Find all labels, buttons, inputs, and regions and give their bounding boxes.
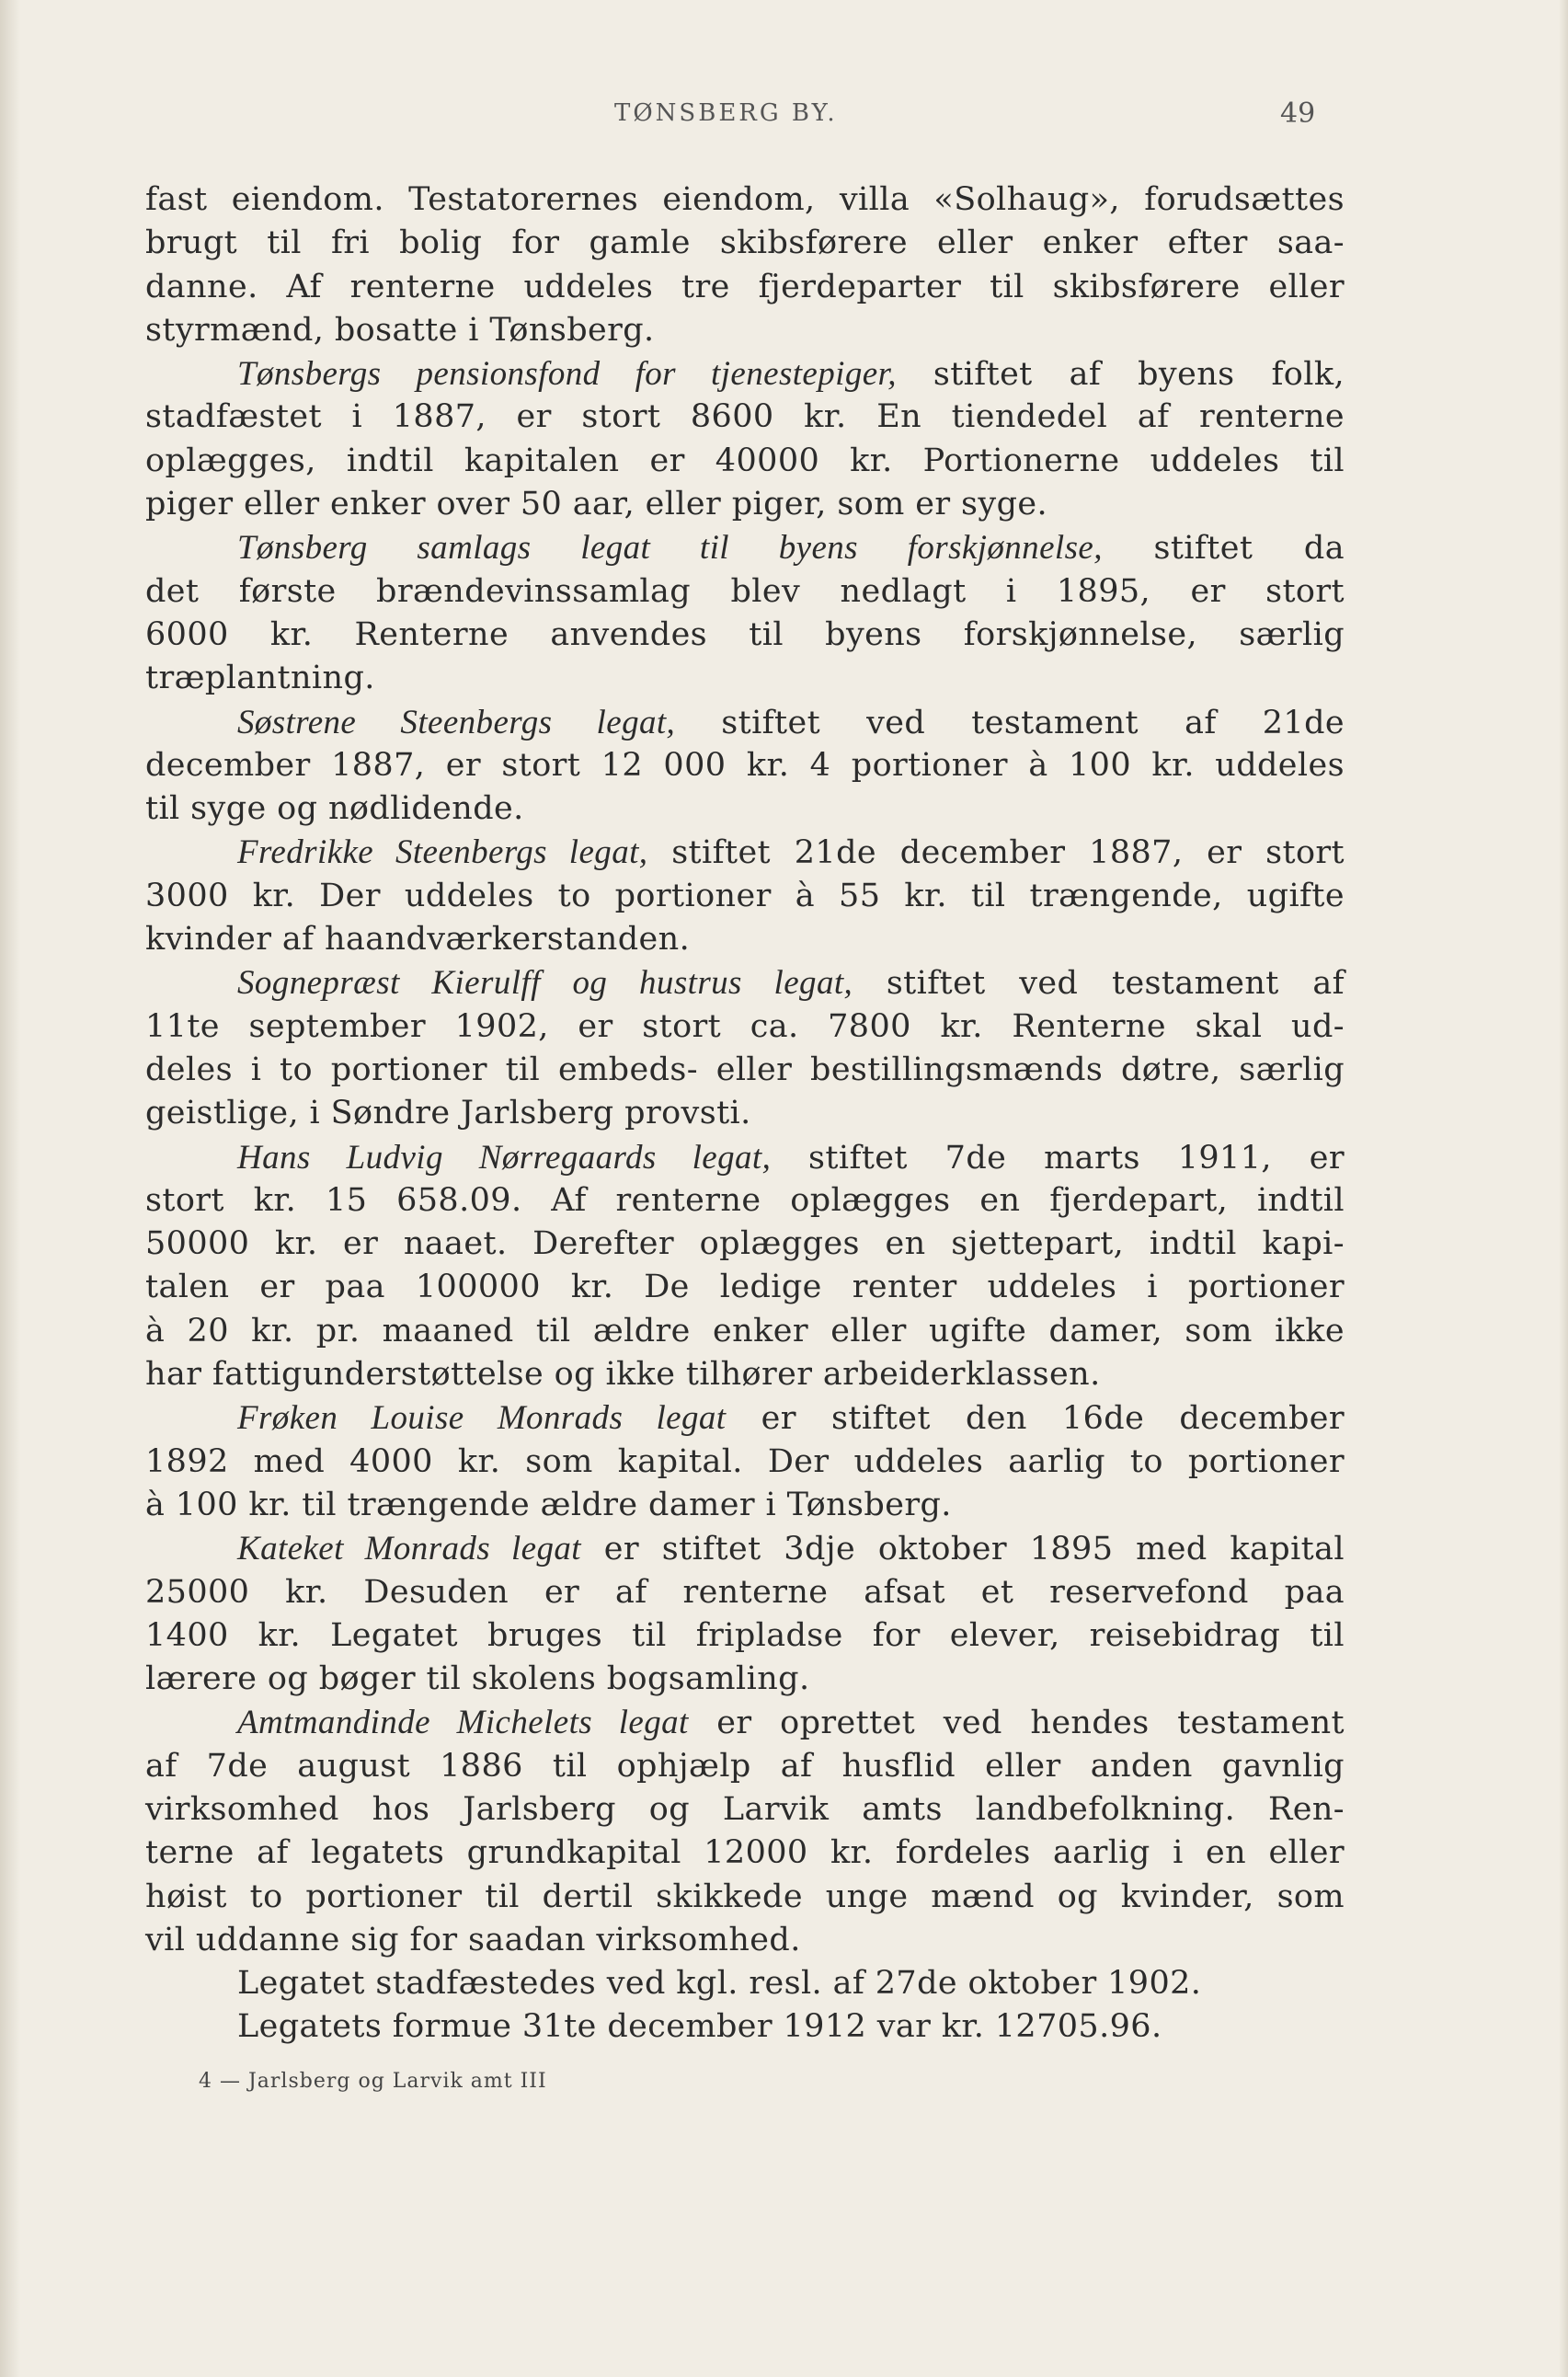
line-text: vil uddanne sig for saadan virksomhed. (145, 1921, 801, 1958)
text-line (145, 396, 1345, 439)
text-line (145, 266, 1345, 309)
line-text: à 20 kr. pr. maaned til ældre enker eller ugifte damer, som ikke (145, 1312, 1345, 1349)
line-text: brugt til fri bolig for gamle skibsførere eller enker efter saa- (145, 224, 1345, 262)
line-text: stadfæstet i 1887, er stort 8600 kr. En tiendedel af renterne (145, 398, 1345, 436)
text-line (145, 1658, 1345, 1701)
text-line (145, 309, 1345, 352)
text-line (145, 1788, 1345, 1832)
line-text: er stiftet 3dje oktober 1895 med kapital (580, 1531, 1345, 1568)
text-line (145, 1876, 1345, 1919)
line-text: danne. Af renterne uddeles tre fjerdeparter til skibsførere eller (145, 268, 1345, 305)
legat-name: Amtmandinde Michelets legat (237, 1704, 689, 1742)
line-text: talen er paa 100000 kr. De ledige renter uddeles i portioner (145, 1269, 1345, 1306)
line-text: det første brændevinssamlag blev nedlagt i 1895, er stort (145, 572, 1345, 610)
line-text: 11te september 1902, er stort ca. 7800 kr. Renterne skal ud- (145, 1007, 1345, 1045)
text-line (145, 875, 1345, 918)
text-line (145, 178, 1345, 222)
page-edge-shadow-right (1559, 0, 1568, 2377)
legat-name: Kateket Monrads legat (237, 1530, 581, 1568)
line-text: terne af legatets grundkapital 12000 kr. fordeles aarlig i en eller (145, 1834, 1345, 1872)
text-line (145, 1310, 1345, 1353)
text-line (145, 961, 1345, 1005)
line-text: har fattigunderstøttelse og ikke tilhører arbeiderklassen. (145, 1356, 1101, 1394)
legat-name: Hans Ludvig Nørregaards legat, (237, 1138, 772, 1177)
text-line (145, 701, 1345, 744)
line-text: stiftet 21de december 1887, er stort (647, 834, 1345, 872)
line-text: stiftet da (1102, 530, 1345, 568)
text-line (145, 1441, 1345, 1484)
line-text: kvinder af haandværkerstanden. (145, 921, 691, 959)
legat-name: Frøken Louise Monrads legat (237, 1399, 727, 1438)
text-line (145, 1571, 1345, 1614)
text-line (145, 2005, 1345, 2049)
text-line (145, 614, 1345, 657)
legat-name: Fredrikke Steenbergs legat, (237, 833, 648, 872)
line-text: à 100 kr. til trængende ældre damer i Tønsberg. (145, 1486, 952, 1523)
legat-name: Tønsberg samlags legat til byens forskjønnelse, (237, 529, 1103, 568)
text-line (145, 1745, 1345, 1788)
line-text: 6000 kr. Renterne anvendes til byens forskjønnelse, særlig (145, 615, 1345, 653)
legat-name: Søstrene Steenbergs legat, (237, 703, 676, 741)
line-text: er stiftet den 16de december (726, 1400, 1345, 1438)
text-line (145, 1527, 1345, 1570)
text-line (145, 1832, 1345, 1875)
text-line (145, 1049, 1345, 1092)
text-line (145, 1484, 1345, 1527)
text-line (145, 1353, 1345, 1396)
line-text: deles i to portioner til embeds- eller bestillingsmænds døtre, særlig (145, 1051, 1345, 1088)
line-text: høist to portioner til dertil skikkede unge mænd og kvinder, som (145, 1877, 1345, 1915)
text-line (145, 1614, 1345, 1658)
text-line (145, 831, 1345, 874)
text-line (145, 440, 1345, 483)
line-text: december 1887, er stort 12 000 kr. 4 portioner à 100 kr. uddeles (145, 746, 1345, 784)
text-line (145, 1092, 1345, 1135)
line-text: 3000 kr. Der uddeles to portioner à 55 kr. til trængende, ugifte (145, 877, 1345, 914)
legat-name: Tønsbergs pensionsfond for tjenestepiger, (237, 355, 897, 394)
text-line (145, 222, 1345, 265)
line-text: Legatet stadfæstedes ved kgl. resl. af 27de oktober 1902. (237, 1965, 1202, 2003)
text-line (145, 526, 1345, 569)
page-number: 49 (1280, 98, 1316, 130)
line-text: stiftet ved testament af 21de (675, 704, 1345, 741)
text-line (145, 352, 1345, 396)
line-text: piger eller enker over 50 aar, eller piger, som er syge. (145, 486, 1048, 523)
legat-name: Sognepræst Kierulff og hustrus legat, (237, 964, 853, 1003)
line-text: styrmænd, bosatte i Tønsberg. (145, 311, 655, 349)
line-text: stiftet ved testament af (853, 965, 1345, 1003)
printer-signature: 4 — Jarlsberg og Larvik amt III (199, 2070, 547, 2093)
body-text (145, 178, 1345, 2050)
line-text: 25000 kr. Desuden er af renterne afsat et reservefond paa (145, 1573, 1345, 1611)
line-text: stort kr. 15 658.09. Af renterne oplægges en fjerdepart, indtil (145, 1181, 1345, 1219)
line-text: 1400 kr. Legatet bruges til fripladse for elever, reisebidrag til (145, 1616, 1345, 1654)
running-title: TØNSBERG BY. (614, 99, 838, 127)
line-text: træplantning. (145, 660, 375, 697)
text-line (145, 1223, 1345, 1266)
text-line (145, 787, 1345, 831)
text-line (145, 1179, 1345, 1223)
text-line (145, 1136, 1345, 1179)
text-line (145, 918, 1345, 961)
line-text: 50000 kr. er naaet. Derefter oplægges en sjettepart, indtil kapi- (145, 1225, 1345, 1263)
line-text: af 7de august 1886 til ophjælp af husflid eller anden gavnlig (145, 1747, 1345, 1785)
text-line (145, 1005, 1345, 1049)
text-line (145, 1701, 1345, 1744)
text-line (145, 1962, 1345, 2005)
text-line (145, 1396, 1345, 1440)
line-text: virksomhed hos Jarlsberg og Larvik amts landbefolkning. Ren- (145, 1790, 1345, 1828)
text-line (145, 657, 1345, 700)
text-line (145, 1266, 1345, 1309)
text-line (145, 483, 1345, 526)
line-text: lærere og bøger til skolens bogsamling. (145, 1660, 810, 1698)
line-text: 1892 med 4000 kr. som kapital. Der uddeles aarlig to portioner (145, 1442, 1345, 1480)
line-text: stiftet af byens folk, (896, 356, 1345, 394)
page-edge-shadow-left (0, 0, 20, 2377)
text-line (145, 570, 1345, 614)
line-text: er oprettet ved hendes testament (688, 1705, 1345, 1742)
line-text: til syge og nødlidende. (145, 790, 524, 828)
running-head (0, 99, 1568, 136)
line-text: Legatets formue 31te december 1912 var kr. 12705.96. (237, 2008, 1162, 2046)
text-line (145, 1919, 1345, 1962)
line-text: fast eiendom. Testatorernes eiendom, villa «Solhaug», forudsættes (145, 181, 1345, 218)
line-text: stiftet 7de marts 1911, er (771, 1139, 1345, 1177)
text-line (145, 744, 1345, 787)
line-text: geistlige, i Søndre Jarlsberg provsti. (145, 1095, 751, 1132)
line-text: oplægges, indtil kapitalen er 40000 kr. Portionerne uddeles til (145, 442, 1345, 479)
